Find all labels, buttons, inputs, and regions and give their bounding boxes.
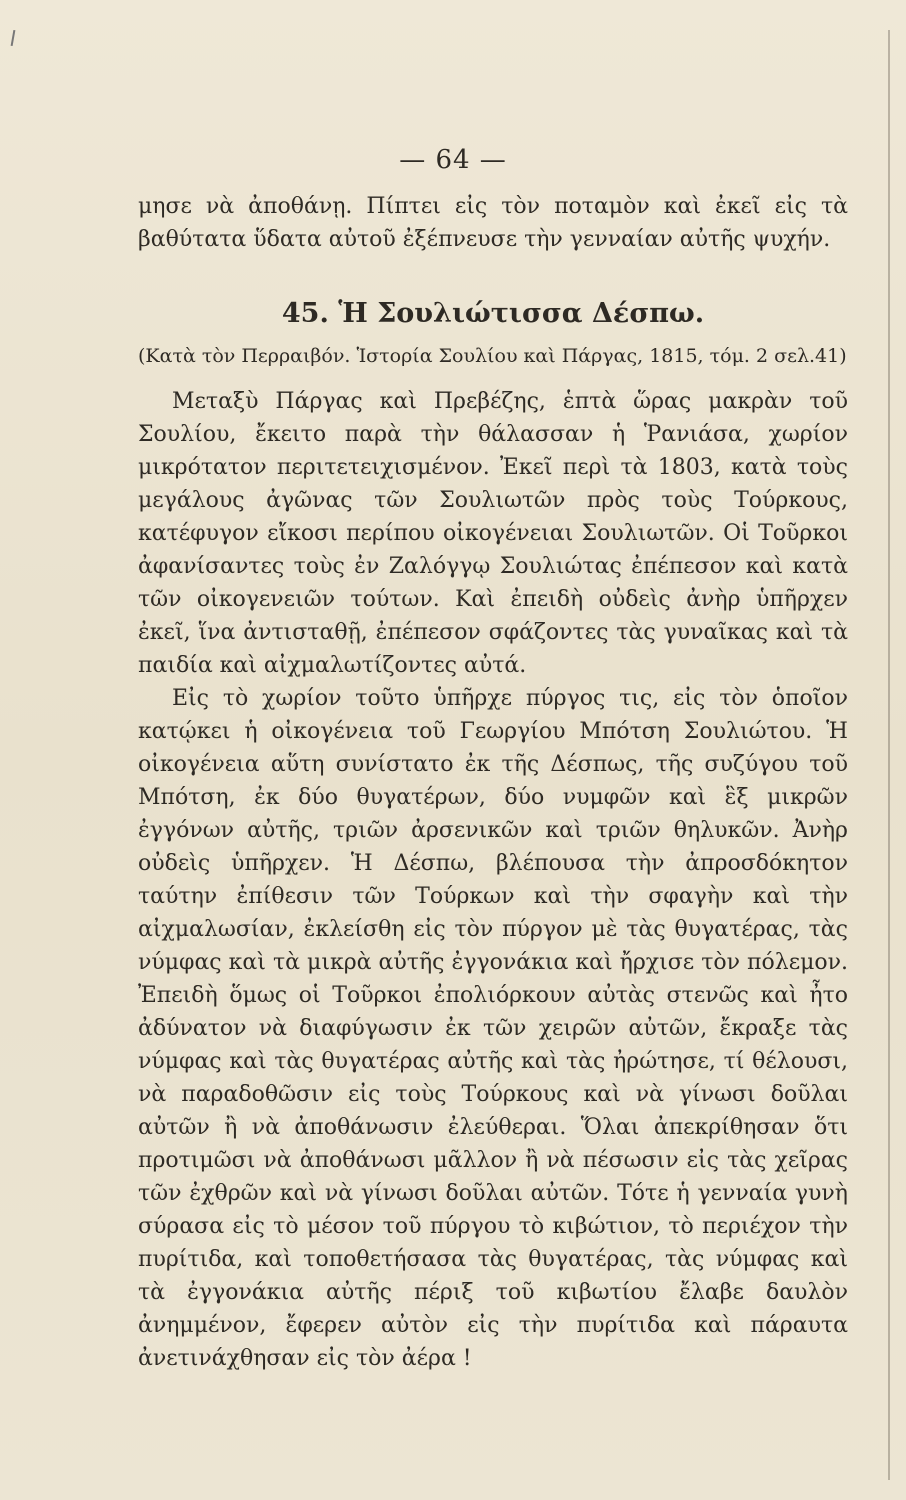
source-note: (Κατὰ τὸν Περραιβόν. Ἱστορία Σουλίου καὶ Πάργας, 1815, τόμ. 2 σελ.41) xyxy=(138,345,847,367)
margin-mark xyxy=(11,30,16,46)
intro-paragraph: μησε νὰ ἀποθάνῃ. Πίπτει εἰς τὸν ποταμὸν καὶ ἐκεῖ εἰς τὰ βαθύτατα ὕδατα αὐτοῦ ἐξέπνευσε τὴν γενναίαν αὐτῆς ψυχήν. xyxy=(138,194,848,252)
section-title: 45. Ἡ Σουλιώτισσα Δέσπω. xyxy=(281,298,705,329)
paragraph-1: Μεταξὺ Πάργας καὶ Πρεβέζης, ἑπτὰ ὥρας μακρὰν τοῦ Σουλίου, ἔκειτο παρὰ τὴν θάλασσαν ἡ Ῥανιάσα, χωρίον μικρότατον περιτετειχισμένον. Ἐκεῖ περὶ τὰ 1803, κατὰ τοὺς μεγάλους ἀγῶνας τῶν Σουλιωτῶν πρὸς τοὺς Τούρκους, κατέφυγον εἴκοσι περίπου οἰκογένειαι Σουλιωτῶν. Οἱ Τοῦρκοι ἀφανίσαντες τοὺς ἐν Ζαλόγγῳ Σουλιώτας ἐπέπεσον καὶ κατὰ τῶν οἰκογενειῶν τούτων. Καὶ ἐπειδὴ οὐδεὶς ἀνὴρ ὑπῆρχεν ἐκεῖ, ἵνα ἀντισταθῇ, ἐπέπεσον σφάζοντες τὰς γυναῖκας καὶ τὰ παιδία καὶ αἰχμαλωτίζοντες αὐτά. xyxy=(138,389,848,678)
body-text xyxy=(138,385,848,1375)
page-edge xyxy=(888,30,890,1480)
page-number: — 64 — xyxy=(399,145,507,175)
paragraph-2: Εἰς τὸ χωρίον τοῦτο ὑπῆρχε πύργος τις, εἰς τὸν ὁποῖον κατῴκει ἡ οἰκογένεια τοῦ Γεωργίου Μπότση Σουλιώτου. Ἡ οἰκογένεια αὕτη συνίστατο ἐκ τῆς Δέσπως, τῆς συζύγου τοῦ Μπότση, ἐκ δύο θυγατέρων, δύο νυμφῶν καὶ ἓξ μικρῶν ἐγγόνων αὐτῆς, τριῶν ἀρσενικῶν καὶ τριῶν θηλυκῶν. Ἀνὴρ οὐδεὶς ὑπῆρχεν. Ἡ Δέσπω, βλέπουσα τὴν ἀπροσδόκητον ταύτην ἐπίθεσιν τῶν Τούρκων καὶ τὴν σφαγὴν καὶ τὴν αἰχμαλωσίαν, ἐκλείσθη εἰς τὸν πύργον μὲ τὰς θυγατέρας, τὰς νύμφας καὶ τὰ μικρὰ αὐτῆς ἐγγονάκια καὶ ἤρχισε τὸν πόλεμον. Ἐπειδὴ ὅμως οἱ Τοῦρκοι ἐπολιόρκουν αὐτὰς στενῶς καὶ ἦτο ἀδύνατον νὰ διαφύγωσιν ἐκ τῶν χειρῶν αὐτῶν, ἔκραξε τὰς νύμφας καὶ τὰς θυγατέρας αὐτῆς καὶ τὰς ἠρώτησε, τί θέλουσι, νὰ παραδοθῶσιν εἰς τοὺς Τούρκους καὶ νὰ γίνωσι δοῦλαι αὐτῶν ἢ νὰ ἀποθάνωσιν ἐλεύθεραι. Ὅλαι ἀπεκρίθησαν ὅτι προτιμῶσι νὰ ἀποθάνωσι μᾶλλον ἢ νὰ πέσωσιν εἰς τὰς χεῖρας τῶν ἐχθρῶν καὶ νὰ γίνωσι δοῦλαι αὐτῶν. Τότε ἡ γενναία γυνὴ σύρασα εἰς τὸ μέσον τοῦ πύργου τὸ κιβώτιον, τὸ περιέχον τὴν πυρίτιδα, καὶ τοποθετήσασα τὰς θυγατέρας, τὰς νύμφας καὶ τὰ ἐγγονάκια αὐτῆς πέριξ τοῦ κιβωτίου ἔλαβε δαυλὸν ἀνημμένον, ἔφερεν αὐτὸν εἰς τὴν πυρίτιδα καὶ πάραυτα ἀνετινάχθησαν εἰς τὸν ἀέρα ! xyxy=(138,686,848,1371)
intro-text xyxy=(138,190,848,256)
